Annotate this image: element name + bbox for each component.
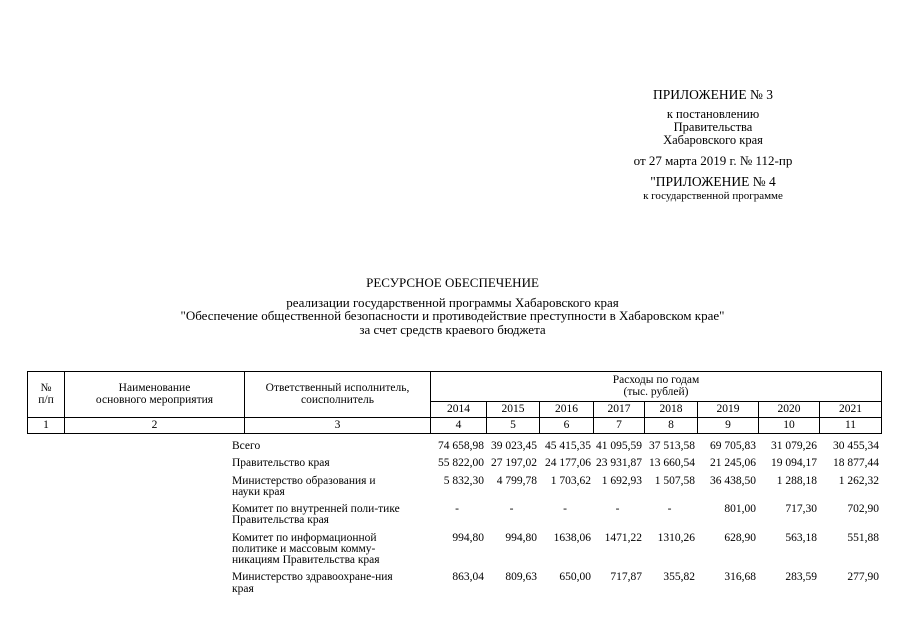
col-header-exec: Ответственный исполнитель, соисполнитель (245, 372, 431, 418)
value-cell: 31 079,26 (771, 440, 817, 452)
value-cell: - (667, 503, 672, 516)
executor-name: Комитет по внутренней поли-тике Правительства края (232, 503, 400, 527)
value-cell: 702,90 (847, 503, 879, 516)
executor-cell (27, 438, 430, 455)
executor-name: Правительство края (232, 457, 330, 470)
table-row (27, 438, 881, 455)
year-header: 2016 (540, 402, 594, 418)
table-row (27, 530, 881, 570)
table-row (27, 501, 881, 530)
col-index: 6 (540, 418, 594, 434)
inner-appendix-title: "ПРИЛОЖЕНИЕ № 4 (650, 174, 776, 190)
col-index: 3 (245, 418, 431, 434)
resource-table-header (27, 371, 882, 434)
value-cell: 37 513,58 (649, 440, 695, 452)
value-cell: 41 095,59 (596, 440, 642, 452)
year-header: 2014 (431, 402, 487, 418)
value-cell: - (509, 503, 514, 516)
value-cell: 69 705,83 (710, 440, 756, 452)
value-cell: 801,00 (724, 503, 756, 516)
value-cell: 628,90 (724, 531, 756, 544)
year-header: 2021 (820, 402, 882, 418)
col-index: 11 (820, 418, 882, 434)
value-cell: 316,68 (724, 571, 756, 584)
value-cell: - (563, 503, 567, 516)
col-index: 8 (645, 418, 698, 434)
executor-name: Всего (232, 440, 261, 452)
appendix-title: ПРИЛОЖЕНИЕ № 3 (652, 87, 774, 102)
value-cell: 1 692,93 (601, 474, 642, 487)
document-title-main: РЕСУРСНОЕ ОБЕСПЕЧЕНИЕ (366, 275, 539, 290)
col-index: 7 (594, 418, 645, 434)
value-cell: 18 877,44 (833, 457, 879, 470)
value-cell: 1 288,18 (776, 474, 817, 487)
col-header-expenses: Расходы по годам (тыс. рублей) (431, 372, 882, 402)
value-cell: 27 197,02 (491, 457, 537, 470)
value-cell: 74 658,98 (438, 440, 484, 452)
col-header-num: № п/п (28, 372, 65, 418)
value-cell: 45 415,35 (545, 440, 591, 452)
value-cell: 809,63 (505, 571, 537, 584)
value-cell: 1310,26 (657, 531, 695, 544)
value-cell: 355,82 (663, 571, 695, 584)
document-title-line-1: реализации государственной программы Хабаровского края (286, 294, 619, 310)
executor-name: Министерство образования и науки края (232, 474, 376, 498)
executor-cell (27, 455, 430, 472)
value-cell: 563,18 (785, 531, 817, 544)
col-index: 9 (698, 418, 759, 434)
value-cell: 36 438,50 (710, 474, 756, 487)
col-index: 4 (431, 418, 487, 434)
value-cell: 650,00 (559, 571, 591, 584)
value-cell: 24 177,06 (545, 457, 591, 470)
value-cell: 717,30 (785, 503, 817, 516)
value-cell: 39 023,45 (491, 440, 537, 452)
table-row (27, 473, 881, 502)
value-cell: 1 507,58 (654, 474, 695, 487)
executor-name: Министерство здравоохране-ния края (232, 571, 393, 595)
executor-cell (27, 569, 430, 598)
executor-name: Комитет по информационной политике и массовым комму-никациям Правительства края (232, 531, 380, 567)
value-cell: 55 822,00 (438, 457, 484, 470)
value-cell: 994,80 (452, 531, 484, 544)
year-header: 2020 (759, 402, 820, 418)
inner-appendix-sub: к государственной программе (643, 190, 783, 203)
value-cell: - (615, 503, 620, 516)
col-header-name: Наименование основного мероприятия (65, 372, 245, 418)
value-cell: 13 660,54 (649, 457, 695, 470)
value-cell: 1 262,32 (838, 474, 879, 487)
year-header: 2015 (487, 402, 540, 418)
document-title-line-3: за счет средств краевого бюджета (359, 321, 546, 337)
year-header: 2017 (594, 402, 645, 418)
value-cell: 994,80 (505, 531, 537, 544)
document-title (0, 276, 905, 337)
value-cell: - (455, 503, 459, 516)
executor-cell (27, 473, 430, 502)
value-cell: 21 245,06 (710, 457, 756, 470)
value-cell: 717,87 (610, 571, 642, 584)
col-index: 2 (65, 418, 245, 434)
value-cell: 30 455,34 (833, 440, 879, 452)
year-header: 2018 (645, 402, 698, 418)
value-cell: 277,90 (847, 571, 879, 584)
document-title-line-2: "Обеспечение общественной безопасности и противодействие преступности в Хабаровском крае" (180, 308, 725, 324)
year-header: 2019 (698, 402, 759, 418)
col-index: 5 (487, 418, 540, 434)
col-index: 1 (28, 418, 65, 434)
appendix-date: от 27 марта 2019 г. № 112-пр (633, 152, 793, 168)
executor-cell (27, 501, 430, 530)
resource-table-body (27, 438, 881, 598)
appendix-header (583, 88, 843, 203)
value-cell: 5 832,30 (443, 474, 484, 487)
value-cell: 23 931,87 (596, 457, 642, 470)
appendix-line-1: к постановлению (666, 107, 760, 122)
value-cell: 863,04 (452, 571, 484, 584)
appendix-line-3: Хабаровского края (663, 133, 763, 148)
value-cell: 19 094,17 (771, 457, 817, 470)
value-cell: 1 703,62 (550, 474, 591, 487)
value-cell: 1471,22 (604, 531, 642, 544)
executor-cell (27, 530, 430, 570)
value-cell: 551,88 (847, 531, 879, 544)
table-row (27, 455, 881, 472)
col-index: 10 (759, 418, 820, 434)
appendix-line-2: Правительства (673, 120, 753, 135)
table-row (27, 569, 881, 598)
value-cell: 4 799,78 (496, 474, 537, 487)
value-cell: 1638,06 (553, 531, 591, 544)
value-cell: 283,59 (785, 571, 817, 584)
